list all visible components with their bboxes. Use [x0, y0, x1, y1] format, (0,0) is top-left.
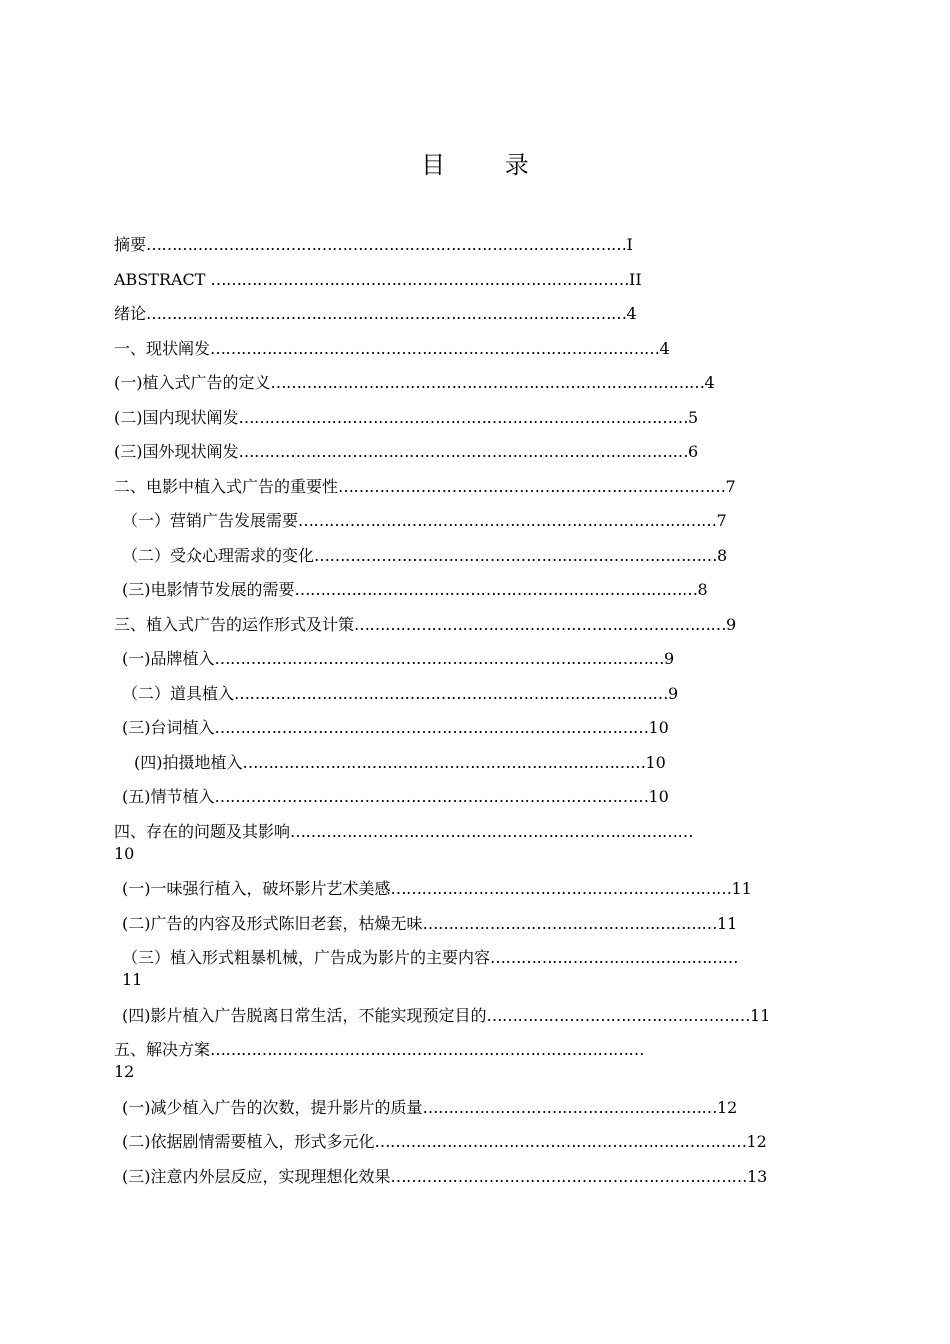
toc-leader: ………………………………………………………………………………… — [146, 304, 627, 323]
toc-leader: ………………………………………………… — [422, 913, 717, 933]
toc-leader: ………………………………………………………………………… — [214, 787, 649, 806]
toc-entry-page: 8 — [697, 580, 708, 599]
toc-leader: ……………………………………………………………………… — [298, 511, 717, 530]
toc-entry-page: 11 — [731, 879, 752, 898]
toc-entry-title: (三)电影情节发展的需要 — [122, 580, 295, 599]
toc-entry[interactable] — [114, 579, 834, 614]
toc-entry-page: 7 — [725, 476, 736, 496]
toc-entry-page: 4 — [626, 304, 637, 323]
toc-entry-title: (一)品牌植入 — [122, 649, 215, 668]
toc-entry-title: 二、电影中植入式广告的重要性 — [114, 476, 339, 496]
toc-entry-page: 4 — [659, 338, 670, 358]
toc-entry-page: II — [629, 269, 642, 289]
toc-leader: ………………………………………………………………………………… — [146, 235, 627, 254]
toc-entry-title: (一)一味强行植入，破坏影片艺术美感 — [122, 879, 391, 898]
toc-leader: …………………………………………………………………… — [242, 752, 646, 772]
toc-entry-page: 11 — [122, 970, 143, 989]
toc-leader: ……………………………………………………………………… — [210, 269, 630, 289]
toc-entry-page: 11 — [750, 1005, 771, 1025]
toc-entry[interactable] — [114, 269, 834, 304]
toc-entry-title: (二)依据剧情需要植入，形式多元化 — [122, 1132, 375, 1151]
toc-entry[interactable] — [114, 1005, 834, 1040]
toc-leader: ………………………………………………………………………… — [214, 718, 649, 737]
toc-entry-title: (三)注意内外层反应，实现理想化效果 — [122, 1166, 391, 1186]
toc-leader: …………………………………………………………………………… — [238, 407, 688, 427]
toc-entry-title: (一)植入式广告的定义 — [114, 373, 271, 392]
toc-entry-title: (五)情节植入 — [122, 787, 215, 806]
toc-entry-page: 10 — [648, 787, 669, 806]
toc-leader: …………………………………………………………………………… — [238, 442, 688, 461]
toc-entry-title: ABSTRACT — [114, 269, 211, 289]
toc-entry-page: 4 — [704, 373, 715, 392]
toc-entry-page: 8 — [717, 545, 728, 565]
toc-leader: …………………………………………………………………… — [294, 580, 698, 599]
toc-leader: ………………………………………………………… — [390, 879, 732, 898]
toc-entry[interactable] — [114, 510, 834, 545]
toc-entry[interactable] — [114, 752, 834, 787]
toc-entry-page: 9 — [726, 614, 737, 634]
toc-leader: ………………………………………………………………………… — [210, 1040, 645, 1059]
toc-entry-title: (四)拍摄地植入 — [134, 752, 243, 772]
toc-entry-title: (三)国外现状阐发 — [114, 442, 239, 461]
toc-entry-title: 一、现状阐发 — [114, 338, 211, 358]
toc-entry-title: （二）受众心理需求的变化 — [122, 545, 315, 565]
toc-leader: …………………………………………………………………………… — [214, 649, 664, 668]
toc-entry-title: 摘要 — [114, 235, 147, 254]
toc-leader: …………………………………………………………………… — [290, 821, 694, 841]
toc-entry[interactable] — [114, 476, 834, 511]
toc-leader: ……………………………………………………………… — [354, 614, 727, 634]
toc-leader: ………………………………………………………………… — [338, 476, 726, 496]
toc-entry[interactable] — [114, 234, 834, 269]
toc-entry-page: 9 — [668, 683, 679, 703]
page-title: 目 录 — [421, 151, 555, 179]
toc-entry-title: 绪论 — [114, 304, 147, 323]
toc-entry[interactable] — [114, 913, 834, 948]
toc-entry-title: 四、存在的问题及其影响 — [114, 821, 291, 841]
toc-entry-title: (四)影片植入广告脱离日常生活，不能实现预定目的 — [122, 1005, 487, 1025]
toc-entry-title: 三、植入式广告的运作形式及计策 — [114, 614, 355, 634]
toc-entry-page: 12 — [746, 1132, 767, 1151]
toc-entry-page: 7 — [716, 511, 727, 530]
toc-leader: …………………………………………………………………………… — [210, 338, 660, 358]
toc-entry[interactable] — [114, 683, 834, 718]
toc-leader: ………………………………………………… — [422, 1097, 717, 1117]
toc-entry-title: （三）植入形式粗暴机械，广告成为影片的主要内容 — [122, 948, 491, 967]
toc-entry-page: 12 — [114, 1062, 135, 1081]
toc-leader: ………………………………………………………………………… — [270, 373, 705, 392]
table-of-contents — [114, 234, 834, 1200]
toc-leader: …………………………………………… — [486, 1005, 750, 1025]
toc-leader: …………………………………………………………………… — [314, 545, 718, 565]
toc-entry-page: 10 — [645, 752, 666, 772]
toc-entry-page: 6 — [688, 442, 699, 461]
toc-entry-title: （一）营销广告发展需要 — [122, 511, 299, 530]
toc-entry-page: I — [626, 235, 633, 254]
toc-leader: ……………………………………………………………… — [374, 1132, 747, 1151]
toc-entry[interactable] — [114, 648, 834, 683]
toc-leader: ………………………………………… — [490, 948, 739, 967]
toc-entry[interactable] — [114, 878, 834, 913]
toc-entry[interactable] — [114, 786, 834, 821]
toc-entry[interactable] — [114, 372, 834, 407]
toc-entry[interactable] — [114, 947, 834, 1005]
toc-entry[interactable] — [114, 1097, 834, 1132]
toc-entry[interactable] — [114, 1166, 834, 1201]
toc-entry-page: 11 — [717, 913, 738, 933]
toc-entry[interactable] — [114, 338, 834, 373]
toc-entry-title: (三)台词植入 — [122, 718, 215, 737]
toc-entry[interactable] — [114, 407, 834, 442]
toc-entry-title: 五、解决方案 — [114, 1040, 211, 1059]
toc-entry-title: (二)国内现状阐发 — [114, 407, 239, 427]
toc-entry-title: （二）道具植入 — [122, 683, 235, 703]
toc-entry-title: (一)减少植入广告的次数，提升影片的质量 — [122, 1097, 423, 1117]
toc-entry[interactable] — [114, 303, 834, 338]
toc-entry[interactable] — [114, 821, 834, 879]
toc-entry-page: 10 — [114, 843, 135, 863]
toc-entry-page: 10 — [648, 718, 669, 737]
toc-entry[interactable] — [114, 545, 834, 580]
toc-entry[interactable] — [114, 1039, 834, 1097]
toc-entry[interactable] — [114, 717, 834, 752]
toc-entry[interactable] — [114, 1131, 834, 1166]
toc-entry[interactable] — [114, 614, 834, 649]
toc-entry-title: (二)广告的内容及形式陈旧老套，枯燥无味 — [122, 913, 423, 933]
toc-leader: …………………………………………………………… — [390, 1166, 747, 1186]
toc-entry-page: 9 — [664, 649, 675, 668]
toc-leader: ………………………………………………………………………… — [234, 683, 669, 703]
toc-entry-page: 5 — [688, 407, 699, 427]
toc-entry[interactable] — [114, 441, 834, 476]
toc-entry-page: 13 — [747, 1166, 768, 1186]
toc-entry-page: 12 — [717, 1097, 738, 1117]
